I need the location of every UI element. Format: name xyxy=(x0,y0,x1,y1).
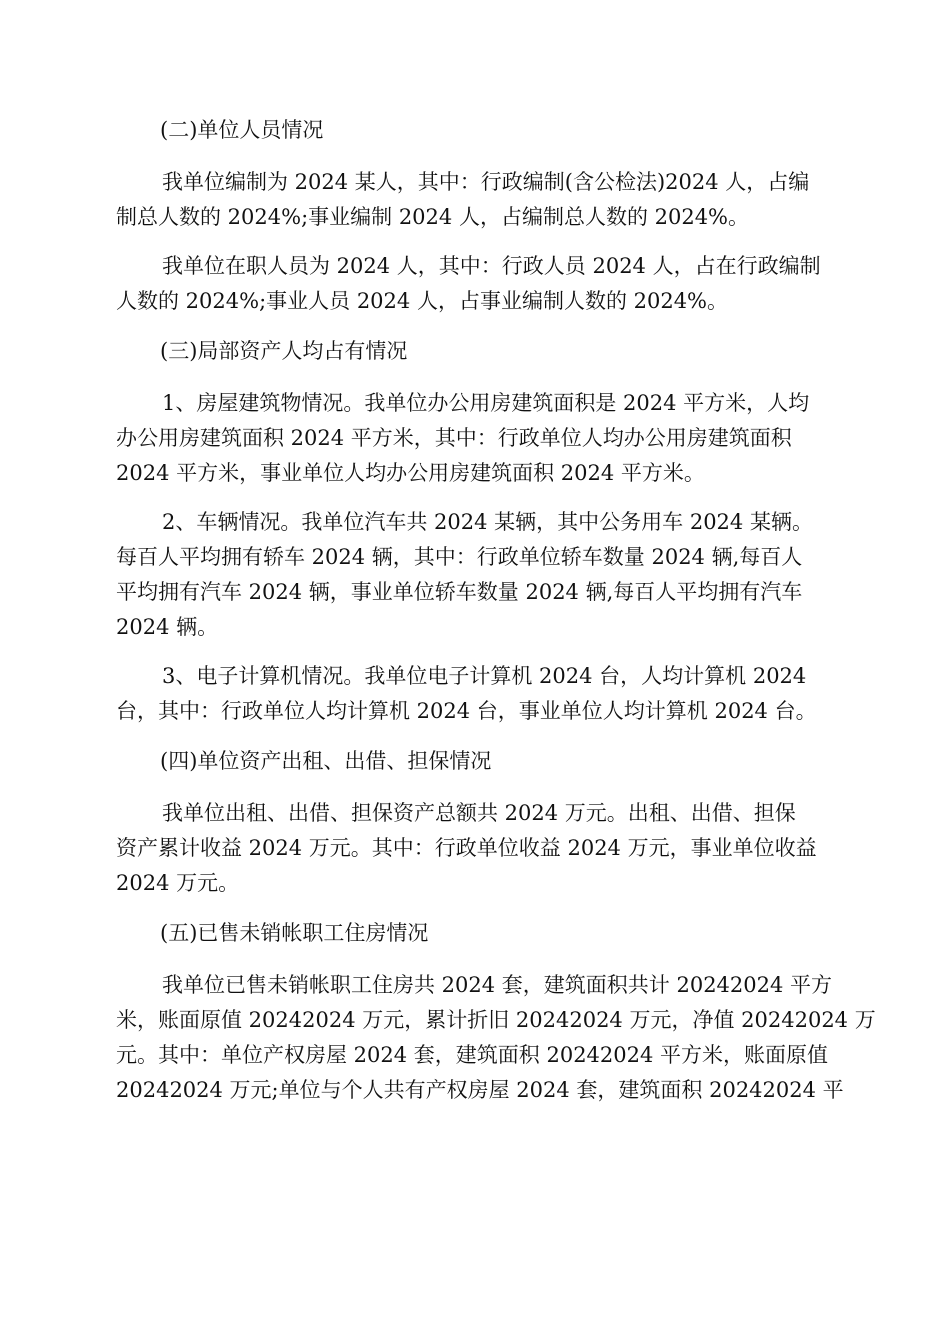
paragraph-line: 我单位在职人员为 2024 人，其中：行政人员 2024 人，占在行政编制 xyxy=(162,254,821,278)
paragraph-line: 办公用房建筑面积 2024 平方米，其中：行政单位人均办公用房建筑面积 xyxy=(116,426,792,450)
paragraph-line: 平均拥有汽车 2024 辆，事业单位轿车数量 2024 辆,每百人平均拥有汽车 xyxy=(116,580,803,604)
paragraph-line: 1、房屋建筑物情况。我单位办公用房建筑面积是 2024 平方米，人均 xyxy=(162,391,810,415)
paragraph-line: 2024 平方米，事业单位人均办公用房建筑面积 2024 平方米。 xyxy=(116,461,705,485)
paragraph-line: 元。其中：单位产权房屋 2024 套，建筑面积 20242024 平方米，账面原值 xyxy=(116,1043,829,1067)
body-paragraph xyxy=(116,505,836,645)
section-heading: (四)单位资产出租、出借、担保情况 xyxy=(160,749,492,773)
body-paragraph xyxy=(116,968,876,1108)
paragraph-line: 我单位已售未销帐职工住房共 2024 套，建筑面积共计 20242024 平方 xyxy=(162,973,833,997)
body-paragraph xyxy=(116,386,836,491)
body-paragraph xyxy=(116,249,836,319)
paragraph-line: 米，账面原值 20242024 万元，累计折旧 20242024 万元，净值 20242024 万 xyxy=(116,1008,876,1032)
paragraph-line: 我单位出租、出借、担保资产总额共 2024 万元。出租、出借、担保 xyxy=(162,801,796,825)
paragraph-line: 3、电子计算机情况。我单位电子计算机 2024 台，人均计算机 2024 xyxy=(162,664,807,688)
paragraph-line: 20242024 万元;单位与个人共有产权房屋 2024 套，建筑面积 20242024 平 xyxy=(116,1078,844,1102)
section-heading: (二)单位人员情况 xyxy=(160,118,324,142)
paragraph-line: 台，其中：行政单位人均计算机 2024 台，事业单位人均计算机 2024 台。 xyxy=(116,699,817,723)
paragraph-line: 资产累计收益 2024 万元。其中：行政单位收益 2024 万元，事业单位收益 xyxy=(116,836,817,860)
section-heading: (三)局部资产人均占有情况 xyxy=(160,339,408,363)
document-body xyxy=(116,112,876,1122)
paragraph-line: 人数的 2024%;事业人员 2024 人，占事业编制人数的 2024%。 xyxy=(116,289,729,313)
body-paragraph xyxy=(116,165,836,235)
paragraph-line: 2024 辆。 xyxy=(116,615,219,639)
paragraph-line: 每百人平均拥有轿车 2024 辆，其中：行政单位轿车数量 2024 辆,每百人 xyxy=(116,545,803,569)
paragraph-line: 我单位编制为 2024 某人，其中：行政编制(含公检法)2024 人，占编 xyxy=(162,170,810,194)
body-paragraph xyxy=(116,659,836,729)
body-paragraph xyxy=(116,796,836,901)
paragraph-line: 2、车辆情况。我单位汽车共 2024 某辆，其中公务用车 2024 某辆。 xyxy=(162,510,813,534)
paragraph-line: 2024 万元。 xyxy=(116,871,240,895)
section-heading: (五)已售未销帐职工住房情况 xyxy=(160,921,429,945)
paragraph-line: 制总人数的 2024%;事业编制 2024 人，占编制总人数的 2024%。 xyxy=(116,205,750,229)
